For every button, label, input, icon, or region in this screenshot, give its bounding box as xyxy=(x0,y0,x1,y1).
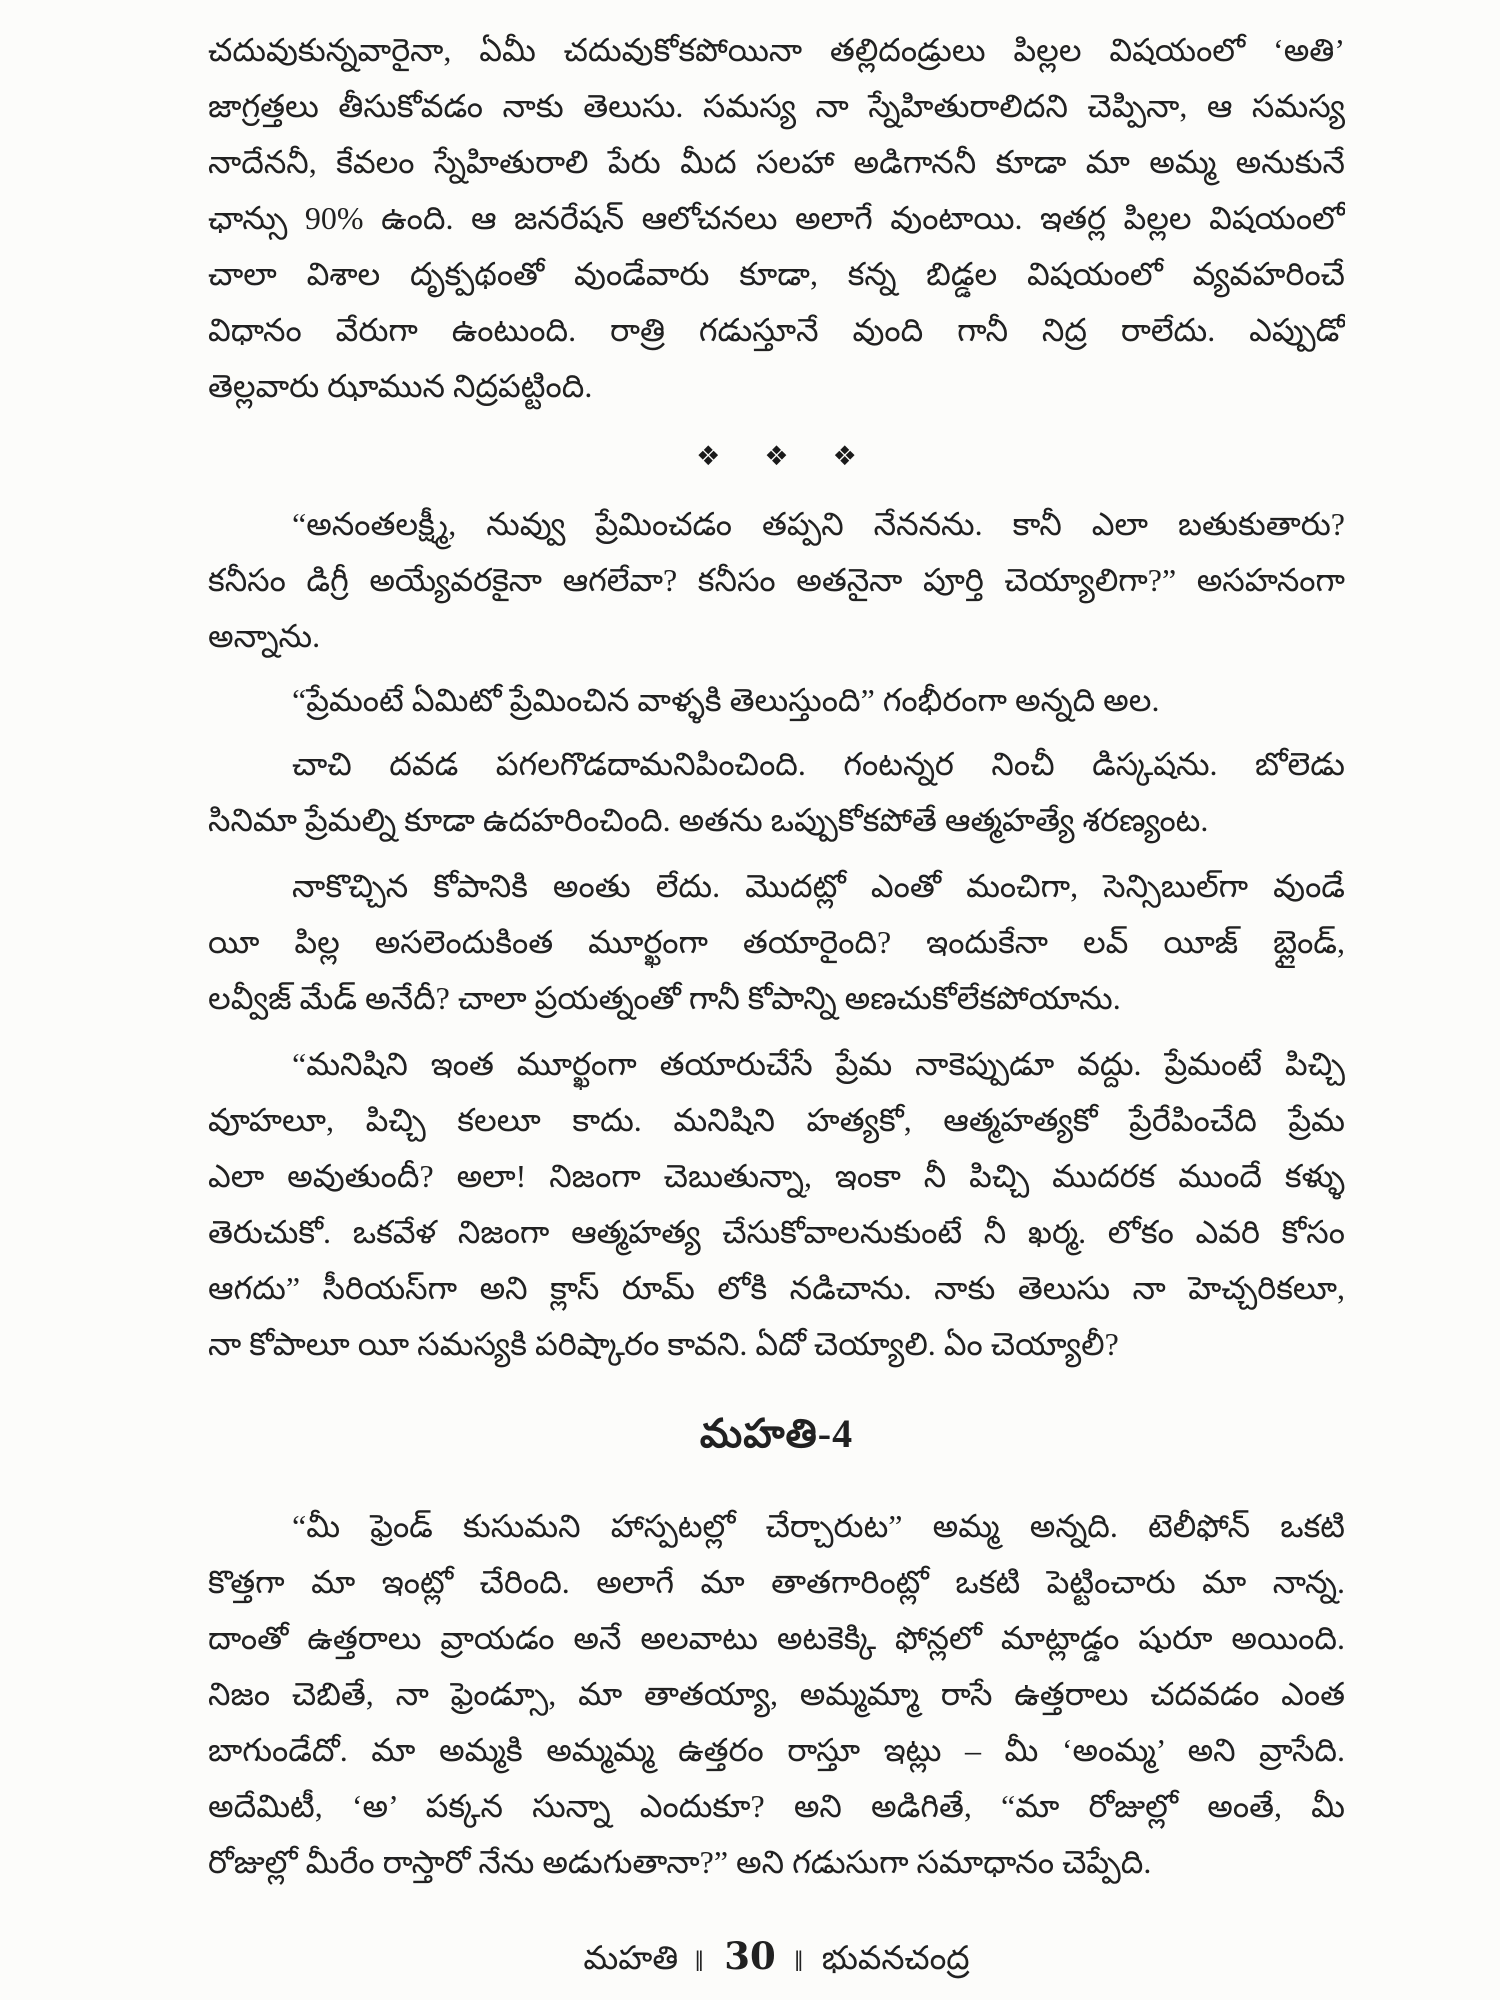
text-line: కొత్తగా మా ఇంట్లో చేరింది. అలాగే మా తాతగారింట్లో ఒకటి పెట్టించారు మా నాన్న. xyxy=(208,1564,1345,1600)
text-line: చాలా విశాల దృక్పథంతో వుండేవారు కూడా, కన్న బిడ్డల విషయంలో వ్యవహరించే xyxy=(208,256,1345,292)
text-line: అన్నాను. xyxy=(208,618,321,654)
text-line: చాచి దవడ పగలగొడదామనిపించింది. గంటన్నర నించీ డిస్కషను. బోలెడు xyxy=(292,746,1345,782)
text-line: విధానం వేరుగా ఉంటుంది. రాత్రి గడుస్తూనే వుంది గానీ నిద్ర రాలేదు. ఎప్పుడో xyxy=(208,312,1345,348)
text-column xyxy=(208,22,1345,1890)
text-line: తెరుచుకో. ఒకవేళ నిజంగా ఆత్మహత్య చేసుకోవాలనుకుంటే నీ ఖర్మ. లోకం ఎవరి కోసం xyxy=(208,1214,1345,1250)
text-line: లవ్వీజ్ మేడ్ అనేదీ? చాలా ప్రయత్నంతో గానీ కోపాన్ని అణచుకోలేకపోయాను. xyxy=(208,980,1121,1016)
diamond-icon: ❖ xyxy=(832,440,857,472)
paragraph xyxy=(208,496,1345,664)
paragraph xyxy=(208,672,1345,728)
footer-divider: ‖ xyxy=(694,1947,707,1971)
text-line: చదువుకున్నవారైనా, ఏమీ చదువుకోకపోయినా తల్లిదండ్రులు పిల్లల విషయంలో ‘అతి’ xyxy=(208,32,1345,68)
text-line: కనీసం డిగ్రీ అయ్యేవరకైనా ఆగలేవా? కనీసం అతనైనా పూర్తి చెయ్యాలిగా?” అసహనంగా xyxy=(208,562,1345,598)
text-line: అదేమిటీ, ‘అ’ పక్కన సున్నా ఎందుకూ? అని అడిగితే, “మా రోజుల్లో అంతే, మీ xyxy=(208,1788,1345,1824)
text-line: రోజుల్లో మీరేం రాస్తారో నేను అడుగుతానా?” అని గడుసుగా సమాధానం చెప్పేది. xyxy=(208,1844,1152,1880)
paragraph xyxy=(208,22,1345,414)
text-line: యీ పిల్ల అసలెందుకింత మూర్ఖంగా తయారైంది? ఇందుకేనా లవ్ యీజ్ బ్లైండ్, xyxy=(208,924,1345,960)
paragraph xyxy=(208,1036,1345,1372)
footer-divider: ‖ xyxy=(793,1947,806,1971)
footer-page-number: 30 xyxy=(724,1934,776,1978)
text-line: “మీ ఫ్రెండ్ కుసుమని హాస్పటల్లో చేర్చారుట” అమ్మ అన్నది. టెలీఫోన్ ఒకటి xyxy=(292,1508,1345,1544)
text-line: జాగ్రత్తలు తీసుకోవడం నాకు తెలుసు. సమస్య నా స్నేహితురాలిదని చెప్పినా, ఆ సమస్య xyxy=(208,88,1345,124)
text-line: ఎలా అవుతుందీ? అలా! నిజంగా చెబుతున్నా, ఇంకా నీ పిచ్చి ముదరక ముందే కళ్ళు xyxy=(208,1158,1345,1194)
text-line: నా కోపాలూ యీ సమస్యకి పరిష్కారం కావని. ఏదో చెయ్యాలి. ఏం చెయ్యాలీ? xyxy=(208,1326,1119,1362)
paragraph xyxy=(208,736,1345,848)
diamond-icon: ❖ xyxy=(696,440,721,472)
text-line: ఛాన్సు 90% ఉంది. ఆ జనరేషన్ ఆలోచనలు అలాగే వుంటాయి. ఇతర్ల పిల్లల విషయంలో xyxy=(208,200,1345,236)
text-line: నాకొచ్చిన కోపానికి అంతు లేదు. మొదట్లో ఎంతో మంచిగా, సెన్సిబుల్‌గా వుండే xyxy=(292,868,1345,904)
text-line: “మనిషిని ఇంత మూర్ఖంగా తయారుచేసే ప్రేమ నాకెప్పుడూ వద్దు. ప్రేమంటే పిచ్చి xyxy=(292,1046,1345,1082)
footer-author: భువనచంద్ర xyxy=(821,1941,970,1977)
page-footer xyxy=(208,1926,1345,1986)
text-line: నాదేననీ, కేవలం స్నేహితురాలి పేరు మీద సలహా అడిగాననీ కూడా మా అమ్మ అనుకునే xyxy=(208,144,1345,180)
text-line: బాగుండేదో. మా అమ్మకి అమ్మమ్మ ఉత్తరం రాస్తూ ఇట్లు – మీ ‘అంమ్మ’ అని వ్రాసేది. xyxy=(208,1732,1345,1768)
section-separator xyxy=(208,428,1345,484)
footer-book-title: మహతి xyxy=(583,1941,679,1977)
text-line: “అనంతలక్ష్మీ, నువ్వు ప్రేమించడం తప్పని నేననను. కానీ ఎలా బతుకుతారు? xyxy=(292,506,1345,542)
paragraph xyxy=(208,858,1345,1026)
paragraph xyxy=(208,1498,1345,1890)
text-line: సినిమా ప్రేమల్ని కూడా ఉదహరించింది. అతను ఒప్పుకోకపోతే ఆత్మహత్యే శరణ్యంట. xyxy=(208,802,1209,838)
diamond-icon: ❖ xyxy=(764,440,789,472)
text-line: “ప్రేమంటే ఏమిటో ప్రేమించిన వాళ్ళకి తెలుస్తుంది” గంభీరంగా అన్నది అల. xyxy=(292,682,1160,718)
text-line: నిజం చెబితే, నా ఫ్రెండ్సూ, మా తాతయ్యా, అమ్మమ్మా రాసే ఉత్తరాలు చదవడం ఎంత xyxy=(208,1676,1345,1712)
chapter-heading: మహతి-4 xyxy=(699,1411,854,1456)
text-line: ఆగదు” సీరియస్‌గా అని క్లాస్ రూమ్ లోకి నడిచాను. నాకు తెలుసు నా హెచ్చరికలూ, xyxy=(208,1270,1345,1306)
text-line: తెల్లవారు ఝామున నిద్రపట్టింది. xyxy=(208,368,593,404)
text-line: దాంతో ఉత్తరాలు వ్రాయడం అనే అలవాటు అటకెక్కి ఫోన్లలో మాట్లాడ్డం షురూ అయింది. xyxy=(208,1620,1345,1656)
text-line: వూహలూ, పిచ్చి కలలూ కాదు. మనిషిని హత్యకో, ఆత్మహత్యకో ప్రేరేపించేది ప్రేమ xyxy=(208,1102,1345,1138)
